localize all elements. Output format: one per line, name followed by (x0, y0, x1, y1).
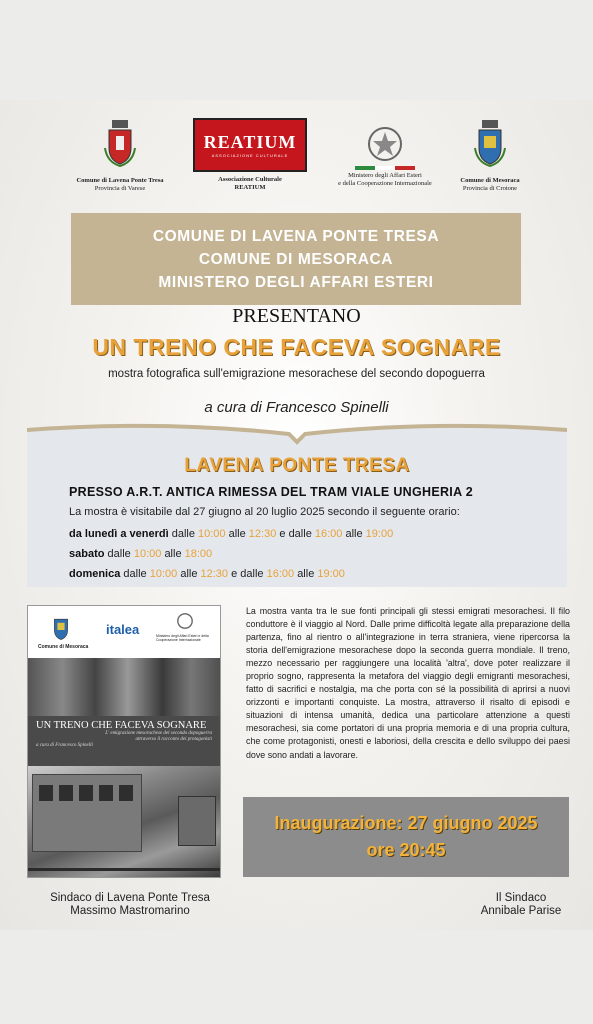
reatium-caption: Associazione Culturale (218, 176, 282, 183)
signature-title: Sindaco di Lavena Ponte Tresa (50, 892, 210, 904)
signature-name: Annibale Parise (480, 905, 562, 917)
inauguration-time: ore 20:45 (366, 840, 446, 860)
schedule-sunday: domenica dalle 10:00 alle 12:30 e dalle 16:00 alle 19:00 (69, 568, 345, 580)
inauguration-box (243, 797, 569, 877)
presentano-heading: PRESENTANO (232, 305, 361, 327)
coat-of-arms-icon (103, 118, 137, 168)
cover-train-photo (28, 766, 220, 877)
cover-title: UN TRENO CHE FACEVA SOGNARE (36, 720, 207, 731)
cover-subtitle-1: L' emigrazione mesorachese del secondo dopoguerra (105, 731, 212, 736)
signature-lavena (30, 892, 230, 918)
description-text: La mostra vanta tra le sue fonti principali gli stessi emigrati mesorachesi. Il filo conduttore è il viaggio al Nord. Dalle prime difficoltà legate alla preparazione della partenza, fino al rientro o all'integrazione in terra straniera, viene ripercorsa la storia dell'emigrazione mesorachese dopo la seconda guerra mondiale. Il treno, mezzo necessario per raggiungere una località 'altra', dove poter realizzare il proprio sogno, rappresenta la metafora del viaggio degli emigranti mesorachesi, fatto di sacrifici e nostalgia, ma che porta con sé la possibilità di aprirsi a nuovi orizzonti e importanti conquiste. La mostra, attraverso il risalto di episodi e situazioni di intensa umanità, dedica una particolare attenzione a questi mesorachesi, sia come portatori di una propria memoria e di una propria cultura, che come protagonisti, onesti e laboriosi, della crescita e dello sviluppo dei paesi dove sono andati a lavorare. (246, 606, 570, 760)
book-shape (27, 422, 567, 587)
logo-lavena (70, 118, 170, 193)
logo-reatium (190, 118, 310, 192)
mesoraca-province: Provincia di Crotone (462, 185, 518, 192)
reatium-caption-name: REATIUM (234, 184, 266, 191)
cover-photos (28, 658, 220, 716)
visit-dates: La mostra è visitabile dal 27 giugno al 20 luglio 2025 secondo il seguente orario: (69, 506, 460, 518)
city-heading: LAVENA PONTE TRESA (184, 455, 410, 476)
inauguration-date: Inaugurazione: 27 giugno 2025 (274, 813, 538, 833)
signature-title: Il Sindaco (495, 892, 547, 904)
cover-ministero: Ministero degli Affari Esteri e della Cooperazione Internazionale (156, 634, 209, 642)
schedule-weekdays: da lunedì a venerdì dalle 10:00 alle 12:30 e dalle 16:00 alle 19:00 (69, 528, 394, 540)
signature-mesoraca (471, 892, 571, 918)
info-panel (27, 422, 567, 587)
train-car (32, 774, 142, 852)
cover-subtitle-2: attraverso il racconto dei protagonisti (135, 737, 212, 742)
cover-italea: italea (106, 622, 140, 637)
emblem-icon (176, 612, 194, 630)
curator: a cura di Francesco Spinelli (204, 399, 389, 416)
ministero-caption: Ministero degli Affari Esteri (348, 172, 422, 179)
ministero-caption-2: e della Cooperazione Internazionale (338, 180, 432, 187)
reatium-badge (193, 118, 307, 172)
lavena-caption: Comune di Lavena Ponte Tresa (76, 177, 164, 184)
organizers-band (71, 213, 521, 305)
rail (28, 868, 220, 871)
reatium-sub: ASSOCIAZIONE CULTURALE (211, 153, 289, 158)
cover-title-block (28, 716, 220, 766)
exhibition-subtitle: mostra fotografica sull'emigrazione mesorachese del secondo dopoguerra (108, 368, 485, 380)
signature-name: Massimo Mastromarino (70, 905, 190, 917)
mesoraca-caption: Comune di Mesoraca (460, 177, 520, 184)
exhibition-title: UN TRENO CHE FACEVA SOGNARE (92, 334, 501, 360)
organizer-1: COMUNE DI LAVENA PONTE TRESA (152, 227, 440, 245)
schedule-saturday: sabato dalle 10:00 alle 18:00 (69, 548, 213, 560)
lavena-province: Provincia di Varese (94, 185, 146, 192)
cover-mesoraca: Comune di Mesoraca (38, 644, 89, 650)
italian-flag-icon (355, 166, 415, 170)
logo-ministero (330, 118, 440, 188)
venue: PRESSO A.R.T. ANTICA RIMESSA DEL TRAM VIALE UNGHERIA 2 (69, 485, 473, 499)
coat-of-arms-icon (50, 612, 72, 642)
organizer-3: MINISTERO DEGLI AFFARI ESTERI (158, 273, 434, 291)
organizer-2: COMUNE DI MESORACA (198, 250, 394, 268)
reatium-name: REATIUM (203, 132, 297, 152)
cover-logos (28, 606, 220, 658)
book-cover (27, 605, 221, 878)
logo-mesoraca (445, 118, 535, 193)
emblem-icon (365, 124, 405, 164)
logo-row (0, 118, 593, 198)
locomotive (178, 796, 216, 846)
coat-of-arms-icon (473, 118, 507, 168)
poster (0, 100, 593, 930)
cover-author: a cura di Francesco Spinelli (36, 743, 93, 748)
